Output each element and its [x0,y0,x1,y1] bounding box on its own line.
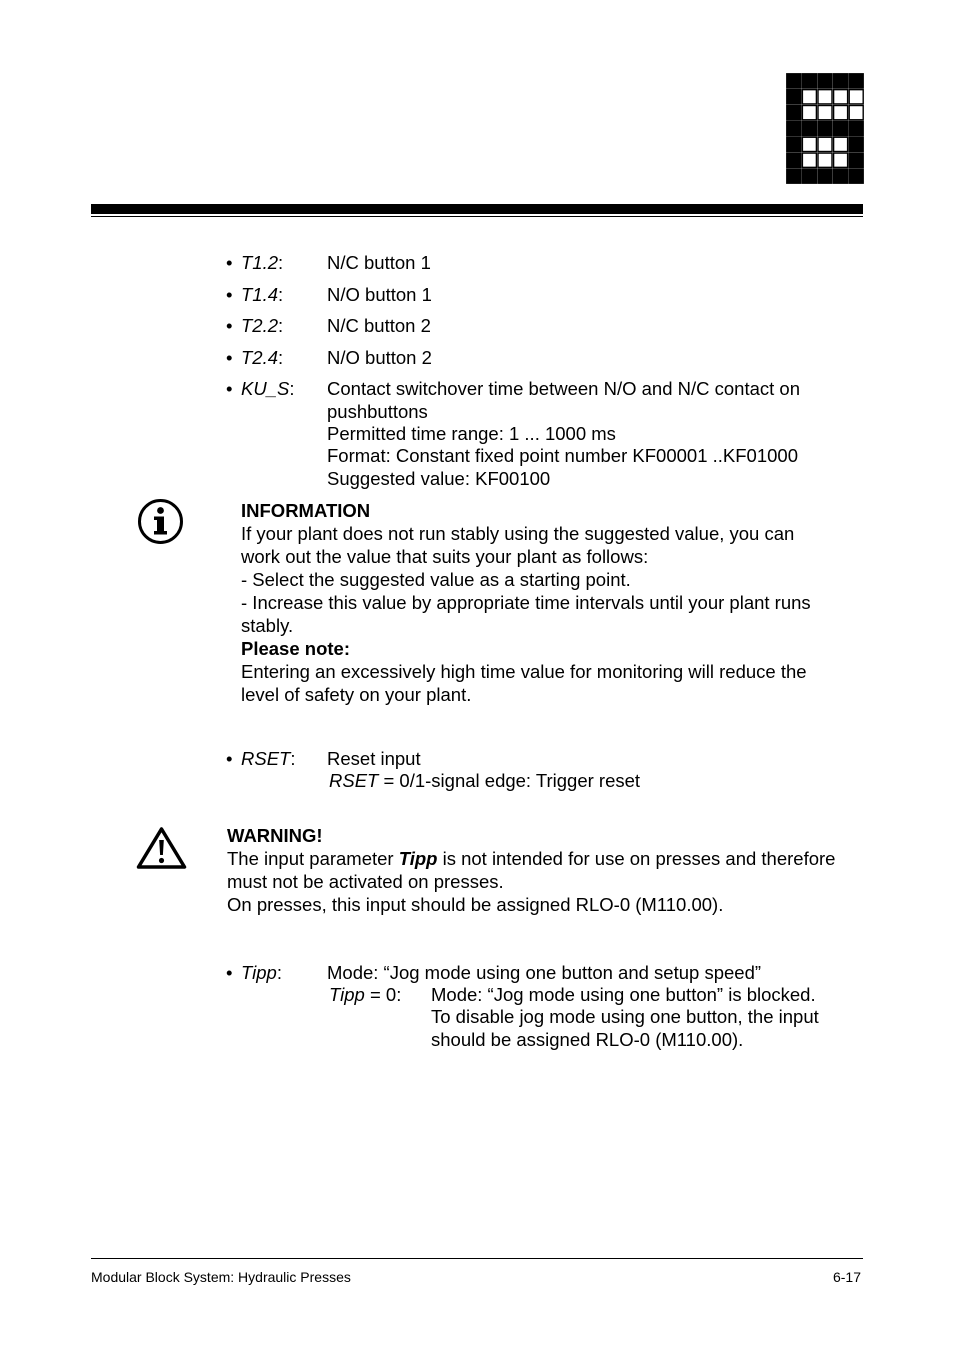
param-term: T1.4: [241,284,284,305]
bullet: • [226,962,233,983]
header-rule-thick [91,204,863,214]
note-line: level of safety on your plant. [241,684,472,705]
param-term: T2.4: [241,347,284,368]
information-line: stably. [241,615,294,636]
information-title: INFORMATION [241,500,371,521]
param-desc: N/O button 2 [327,347,432,368]
information-line: - Select the suggested value as a starting point. [241,569,631,590]
bullet: • [226,378,233,399]
footer-rule [91,1258,863,1259]
param-desc: N/C button 2 [327,315,431,336]
information-line: - Increase this value by appropriate time intervals until your plant runs [241,592,811,613]
tipp-detail-line: should be assigned RLO-0 (M110.00). [431,1029,744,1050]
param-desc: N/C button 1 [327,252,431,273]
ku-s-line: Suggested value: KF00100 [327,468,551,489]
page-number: 6-17 [832,1269,861,1285]
ku-s-line: Format: Constant fixed point number KF00001 ..KF01000 [327,445,798,466]
param-term: RSET: [241,748,296,769]
param-desc: Mode: “Jog mode using one button and setup speed” [327,962,762,983]
ku-s-line: pushbuttons [327,401,428,422]
param-term: T1.2: [241,252,284,273]
rset-detail: RSET = 0/1-signal edge: Trigger reset [329,770,641,791]
tipp-detail-line: To disable jog mode using one button, the input [431,1006,819,1027]
warning-title: WARNING! [227,825,323,846]
information-icon [136,499,185,544]
bullet: • [226,284,233,305]
param-desc: N/O button 1 [327,284,432,305]
ku-s-line: Contact switchover time between N/O and N/C contact on [327,378,800,399]
param-term: T2.2: [241,315,284,336]
footer-title: Modular Block System: Hydraulic Presses [91,1269,351,1285]
ku-s-line: Permitted time range: 1 ... 1000 ms [327,423,616,444]
grid-logo-icon [786,73,864,184]
note-line: Entering an excessively high time value for monitoring will reduce the [241,661,807,682]
information-line: If your plant does not run stably using the suggested value, you can [241,523,795,544]
tipp-condition: Tipp = 0: [329,984,402,1005]
warning-line: On presses, this input should be assigned RLO-0 (M110.00). [227,894,724,915]
param-desc: Reset input [327,748,421,769]
bullet: • [226,315,233,336]
tipp-detail-line: Mode: “Jog mode using one button” is blocked. [431,984,816,1005]
bullet: • [226,347,233,368]
bullet: • [226,748,233,769]
information-line: work out the value that suits your plant as follows: [241,546,649,567]
bullet: • [226,252,233,273]
header-rule-thin [91,216,863,217]
warning-line: must not be activated on presses. [227,871,504,892]
param-term: KU_S: [241,378,295,399]
param-term: Tipp: [241,962,282,983]
warning-triangle-icon [136,826,187,870]
warning-line: The input parameter Tipp is not intended for use on presses and therefore [227,848,836,869]
please-note-title: Please note: [241,638,350,659]
